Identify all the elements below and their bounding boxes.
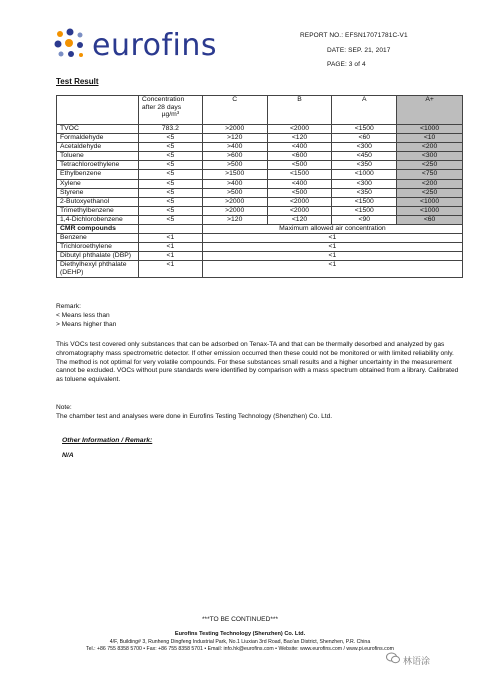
cmr-max-value: <1 <box>202 252 462 261</box>
class-aplus-limit: <750 <box>397 170 463 179</box>
compound-name: Tetrachloroethylene <box>57 161 139 170</box>
class-c-limit: >500 <box>202 188 267 197</box>
class-aplus-limit: <200 <box>397 179 463 188</box>
class-b-limit: <2000 <box>267 197 332 206</box>
watermark-text: 林语涂 <box>403 656 431 666</box>
class-c-limit: >120 <box>202 215 267 224</box>
compound-name: Trimethylbenzene <box>57 206 139 215</box>
cmr-compound-name: Diethylhexyl phthalate (DEHP) <box>57 261 139 278</box>
note-block: Note: The chamber test and analyses were done in Eurofins Testing Technology (Shenzhen) Co. Ltd. <box>56 404 333 420</box>
footer-contact: Tel.: +86 755 8358 5700 • Fax: +86 755 8358 5701 • Email: info.hk@eurofins.com • Website: www.eurofins.com / www.pi.eurofins.com <box>86 646 394 652</box>
class-c-limit: >400 <box>202 143 267 152</box>
concentration-value: <5 <box>138 215 202 224</box>
remark-block: Remark: < Means less than > Means higher than <box>56 303 117 328</box>
table-row <box>57 215 463 224</box>
class-aplus-limit: <10 <box>397 134 463 143</box>
class-b-limit: <400 <box>267 179 332 188</box>
header-class-a: A <box>332 96 397 125</box>
table-row <box>57 206 463 215</box>
compound-name: Xylene <box>57 179 139 188</box>
compound-name: TVOC <box>57 125 139 134</box>
header-class-aplus: A+ <box>397 96 463 125</box>
cmr-row <box>57 234 463 243</box>
concentration-value: <5 <box>138 188 202 197</box>
class-b-limit: <500 <box>267 161 332 170</box>
class-b-limit: <500 <box>267 188 332 197</box>
class-a-limit: <450 <box>332 152 397 161</box>
cmr-compound-name: Dibutyl phthalate (DBP) <box>57 252 139 261</box>
table-row <box>57 152 463 161</box>
class-a-limit: <300 <box>332 143 397 152</box>
table-row <box>57 134 463 143</box>
cmr-concentration-value: <1 <box>138 234 202 243</box>
method-paragraph: This VOCs test covered only substances that can be adsorbed on Tenax-TA and that can be thermally desorbed and analyzed by gas chromatography mass spectrometric detector. If other emission occurred then these could not be monitored or with limited reliability only. The method is not optimal for very volatile compounds. For these substances small results and a higher uncertainty in the measurement cannot be excluded. VOCs without pure standards were identified by comparison with a mass spectrum obtained from a library. Calibrated as toluene equivalent. <box>56 341 459 384</box>
cmr-row <box>57 252 463 261</box>
page-number: PAGE: 3 of 4 <box>327 61 366 68</box>
compound-name: Formaldehyde <box>57 134 139 143</box>
compound-name: Ethylbenzene <box>57 170 139 179</box>
report-number: REPORT NO.: EFSN17071781C-V1 <box>300 32 408 39</box>
table-row <box>57 197 463 206</box>
class-a-limit: <1500 <box>332 197 397 206</box>
cmr-concentration-value: <1 <box>138 243 202 252</box>
class-a-limit: <350 <box>332 188 397 197</box>
class-b-limit: <2000 <box>267 125 332 134</box>
class-aplus-limit: <1000 <box>397 206 463 215</box>
class-a-limit: <90 <box>332 215 397 224</box>
class-c-limit: >600 <box>202 152 267 161</box>
concentration-value: <5 <box>138 179 202 188</box>
class-aplus-limit: <250 <box>397 188 463 197</box>
class-c-limit: >2000 <box>202 197 267 206</box>
class-c-limit: >2000 <box>202 206 267 215</box>
class-aplus-limit: <250 <box>397 161 463 170</box>
report-date: DATE: SEP. 21, 2017 <box>327 47 391 54</box>
header-empty-cell <box>57 96 139 125</box>
class-a-limit: <1500 <box>332 206 397 215</box>
concentration-value: 783.2 <box>138 125 202 134</box>
class-a-limit: <60 <box>332 134 397 143</box>
class-c-limit: >1500 <box>202 170 267 179</box>
class-c-limit: >120 <box>202 134 267 143</box>
compound-name: Styrene <box>57 188 139 197</box>
class-a-limit: <300 <box>332 179 397 188</box>
cmr-max-value: <1 <box>202 234 462 243</box>
concentration-value: <5 <box>138 152 202 161</box>
continued-label: ***TO BE CONTINUED*** <box>201 616 279 623</box>
header-class-b: B <box>267 96 332 125</box>
cmr-compound-name: Trichloroethylene <box>57 243 139 252</box>
concentration-value: <5 <box>138 134 202 143</box>
class-a-limit: <350 <box>332 161 397 170</box>
class-b-limit: <600 <box>267 152 332 161</box>
concentration-value: <5 <box>138 170 202 179</box>
cmr-header-row <box>57 225 463 234</box>
class-aplus-limit: <1000 <box>397 197 463 206</box>
other-info-value: N/A <box>62 452 74 459</box>
class-b-limit: <120 <box>267 134 332 143</box>
class-aplus-limit: <300 <box>397 152 463 161</box>
compound-name: 2-Butoxyethanol <box>57 197 139 206</box>
cmr-empty-cell <box>138 225 202 234</box>
cmr-max-value: <1 <box>202 261 462 278</box>
class-a-limit: <1500 <box>332 125 397 134</box>
table-row <box>57 188 463 197</box>
header-class-c: C <box>202 96 267 125</box>
compound-name: Toluene <box>57 152 139 161</box>
class-b-limit: <120 <box>267 215 332 224</box>
class-aplus-limit: <1000 <box>397 125 463 134</box>
header-concentration: Concentration after 28 days µg/m³ <box>138 96 202 125</box>
class-aplus-limit: <60 <box>397 215 463 224</box>
concentration-value: <5 <box>138 143 202 152</box>
eurofins-logo <box>52 26 242 66</box>
other-info-title: Other Information / Remark: <box>62 437 153 444</box>
class-b-limit: <2000 <box>267 206 332 215</box>
section-title: Test Result <box>56 77 99 86</box>
table-row <box>57 170 463 179</box>
table-row <box>57 161 463 170</box>
table-header-row <box>57 96 463 125</box>
cmr-max-value: <1 <box>202 243 462 252</box>
cmr-concentration-value: <1 <box>138 261 202 278</box>
class-c-limit: >400 <box>202 179 267 188</box>
compound-name: Acetaldehyde <box>57 143 139 152</box>
logo-text: eurofins <box>92 28 218 63</box>
class-c-limit: >500 <box>202 161 267 170</box>
table-row <box>57 179 463 188</box>
class-aplus-limit: <200 <box>397 143 463 152</box>
class-b-limit: <1500 <box>267 170 332 179</box>
logo-dots-icon <box>52 26 92 66</box>
compound-name: 1,4-Dichlorobenzene <box>57 215 139 224</box>
cmr-row <box>57 261 463 278</box>
cmr-label: CMR compounds <box>57 225 139 234</box>
cmr-compound-name: Benzene <box>57 234 139 243</box>
cmr-max-header: Maximum allowed air concentration <box>202 225 462 234</box>
concentration-value: <5 <box>138 161 202 170</box>
cmr-row <box>57 243 463 252</box>
cmr-concentration-value: <1 <box>138 252 202 261</box>
concentration-value: <5 <box>138 206 202 215</box>
concentration-value: <5 <box>138 197 202 206</box>
table-row <box>57 125 463 134</box>
class-b-limit: <400 <box>267 143 332 152</box>
footer-address: 4/F, Building# 3, Runheng Dingfeng Industrial Park, No.1 Liuxian 3rd Road, Bao'an District, Shenzhen, P.R. China <box>109 639 371 645</box>
class-c-limit: >2000 <box>202 125 267 134</box>
table-row <box>57 143 463 152</box>
footer-company: Eurofins Testing Technology (Shenzhen) Co. Ltd. <box>174 631 306 637</box>
test-result-table <box>56 95 463 278</box>
class-a-limit: <1000 <box>332 170 397 179</box>
wechat-icon <box>386 652 400 664</box>
